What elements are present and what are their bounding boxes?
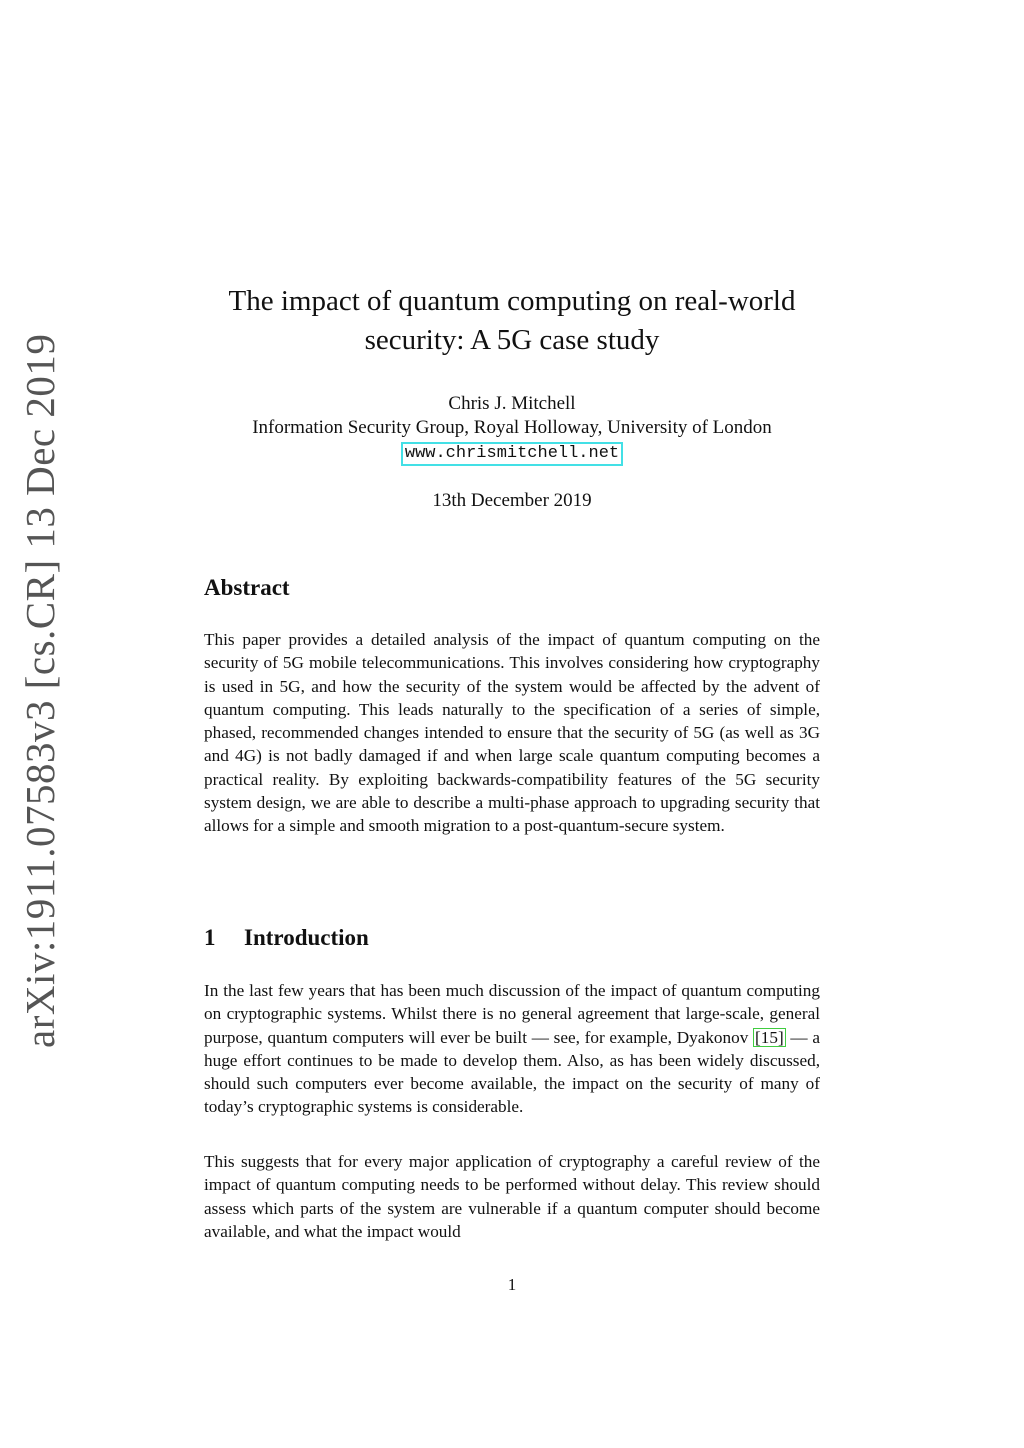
- intro-p1-text-before: In the last few years that has been much discussion of the impact of quantum computing on cryptographic systems. Whilst there is no general agreement that large-scale, general purpose, quantum computers will ever be built — see, for example, Dyakonov: [204, 981, 820, 1047]
- section-number: 1: [204, 925, 216, 950]
- intro-p1-text-after: — a huge effort continues to be made to develop them. Also, as has been widely discussed, should such computers ever become available, the impact on the security of many of today’s cryptographic systems is considerable.: [204, 1027, 820, 1117]
- abstract-heading: Abstract: [204, 575, 290, 600]
- page-number: 1: [507, 1275, 517, 1294]
- introduction-paragraph-2: This suggests that for every major application of cryptography a careful review of the impact of quantum computing needs to be performed without delay. This review should assess which parts of the system are vulnerable if a quantum computer should become available, and what the impact would: [204, 1152, 820, 1241]
- section-title: Introduction: [244, 925, 369, 950]
- author-url-link[interactable]: www.chrismitchell.net: [401, 442, 623, 466]
- title-line-2: security: A 5G case study: [364, 324, 660, 356]
- paper-title: [150, 282, 874, 360]
- title-line-1: The impact of quantum computing on real-world: [228, 285, 796, 317]
- introduction-paragraph-1: [204, 979, 820, 1119]
- abstract-text: This paper provides a detailed analysis of the impact of quantum computing on the security of 5G mobile telecommunications. This involves considering how cryptography is used in 5G, and how the security of the system would be affected by the advent of quantum computing. This leads naturally to the specification of a series of simple, phased, recommended changes intended to ensure that the security of 5G (as well as 3G and 4G) is not badly damaged if and when large scale quantum computing becomes a practical reality. By exploiting backwards-compatibility features of the 5G security system design, we are able to describe a multi-phase approach to upgrading security that allows for a simple and smooth migration to a post-quantum-secure system.: [204, 630, 820, 836]
- citation-link[interactable]: [15]: [755, 1027, 784, 1047]
- author-affiliation: Information Security Group, Royal Holloway, University of London: [252, 417, 772, 438]
- paper-date: 13th December 2019: [432, 490, 592, 511]
- introduction-heading: [204, 924, 369, 952]
- arxiv-identifier-stamp: arXiv:1911.07583v3 [cs.CR] 13 Dec 2019: [17, 333, 63, 1048]
- author-block: [150, 392, 874, 466]
- author-name: Chris J. Mitchell: [448, 393, 576, 414]
